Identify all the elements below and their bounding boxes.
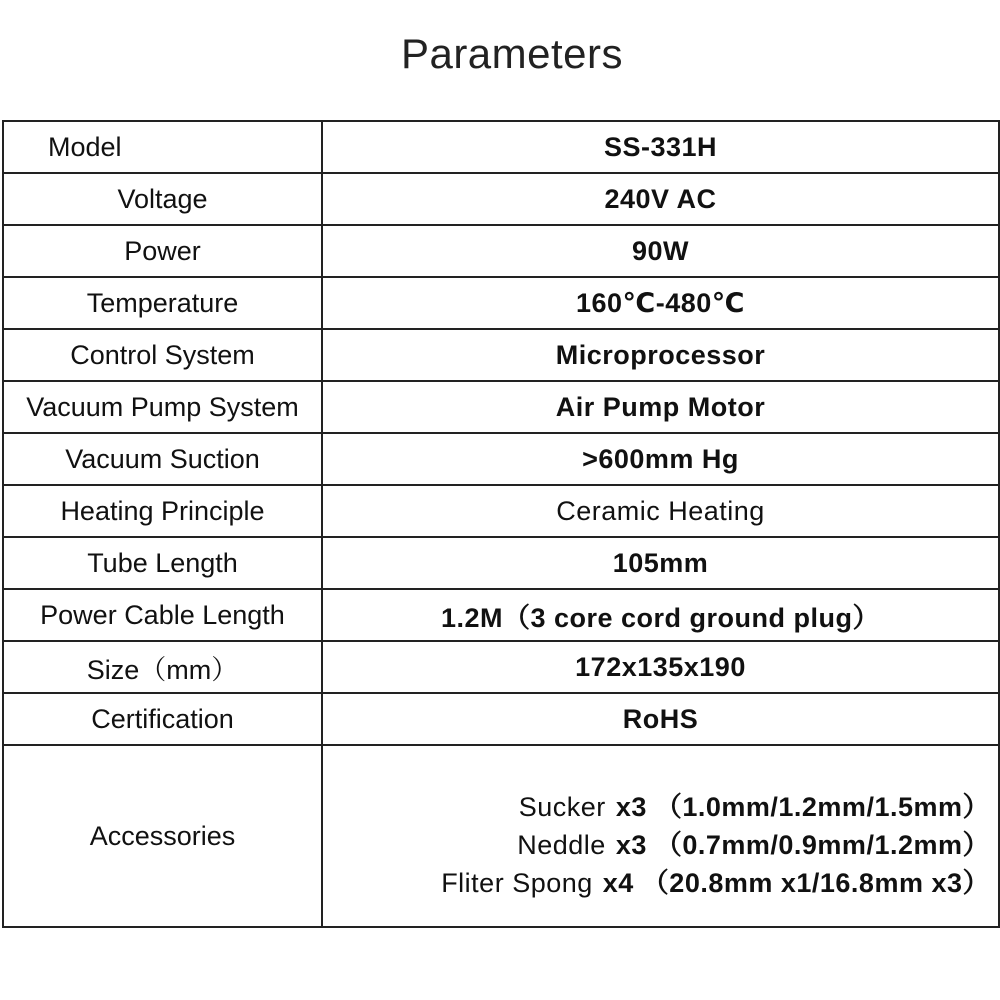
spec-value: 240V AC [322, 173, 999, 225]
table-row [3, 641, 999, 693]
spec-label: Voltage [3, 173, 322, 225]
spec-value: SS-331H [322, 121, 999, 173]
parameters-table [2, 120, 1000, 928]
table-row [3, 277, 999, 329]
spec-value: 1.2M（3 core cord ground plug） [322, 589, 999, 641]
accessories-label: Accessories [3, 745, 322, 927]
accessory-detail: x4 （20.8mm x1/16.8mm x3） [602, 868, 990, 898]
table-row [3, 537, 999, 589]
table-row [3, 381, 999, 433]
table-row [3, 485, 999, 537]
accessory-detail: x3 （1.0mm/1.2mm/1.5mm） [615, 792, 990, 822]
list-item [519, 785, 990, 823]
spec-value: >600mm Hg [322, 433, 999, 485]
spec-label: Tube Length [3, 537, 322, 589]
spec-label: Heating Principle [3, 485, 322, 537]
spec-value: 160℃-480℃ [322, 277, 999, 329]
spec-label: Temperature [3, 277, 322, 329]
spec-label: Model [3, 121, 322, 173]
spec-value: Microprocessor [322, 329, 999, 381]
accessory-name: Fliter Spong [441, 868, 593, 898]
table-row [3, 693, 999, 745]
spec-value: Air Pump Motor [322, 381, 999, 433]
table-row [3, 225, 999, 277]
spec-value: 90W [322, 225, 999, 277]
spec-label: Size（mm） [3, 641, 322, 693]
spec-label: Control System [3, 329, 322, 381]
accessories-cell [322, 745, 999, 927]
accessory-name: Sucker [518, 792, 606, 822]
page-title: Parameters [400, 30, 624, 77]
table-row [3, 121, 999, 173]
list-item [517, 823, 990, 861]
accessory-name: Neddle [517, 830, 606, 860]
spec-value: Ceramic Heating [322, 485, 999, 537]
spec-value: RoHS [322, 693, 999, 745]
spec-label: Vacuum Pump System [3, 381, 322, 433]
accessories-list [323, 773, 998, 899]
spec-label: Certification [3, 693, 322, 745]
spec-value: 105mm [322, 537, 999, 589]
spec-value: 172x135x190 [322, 641, 999, 693]
table-row [3, 173, 999, 225]
table-row [3, 589, 999, 641]
list-item [441, 861, 990, 899]
spec-label: Power [3, 225, 322, 277]
table-row [3, 433, 999, 485]
spec-label: Vacuum Suction [3, 433, 322, 485]
accessories-row [3, 745, 999, 927]
table-row [3, 329, 999, 381]
spec-label: Power Cable Length [3, 589, 322, 641]
accessory-detail: x3 （0.7mm/0.9mm/1.2mm） [615, 830, 990, 860]
